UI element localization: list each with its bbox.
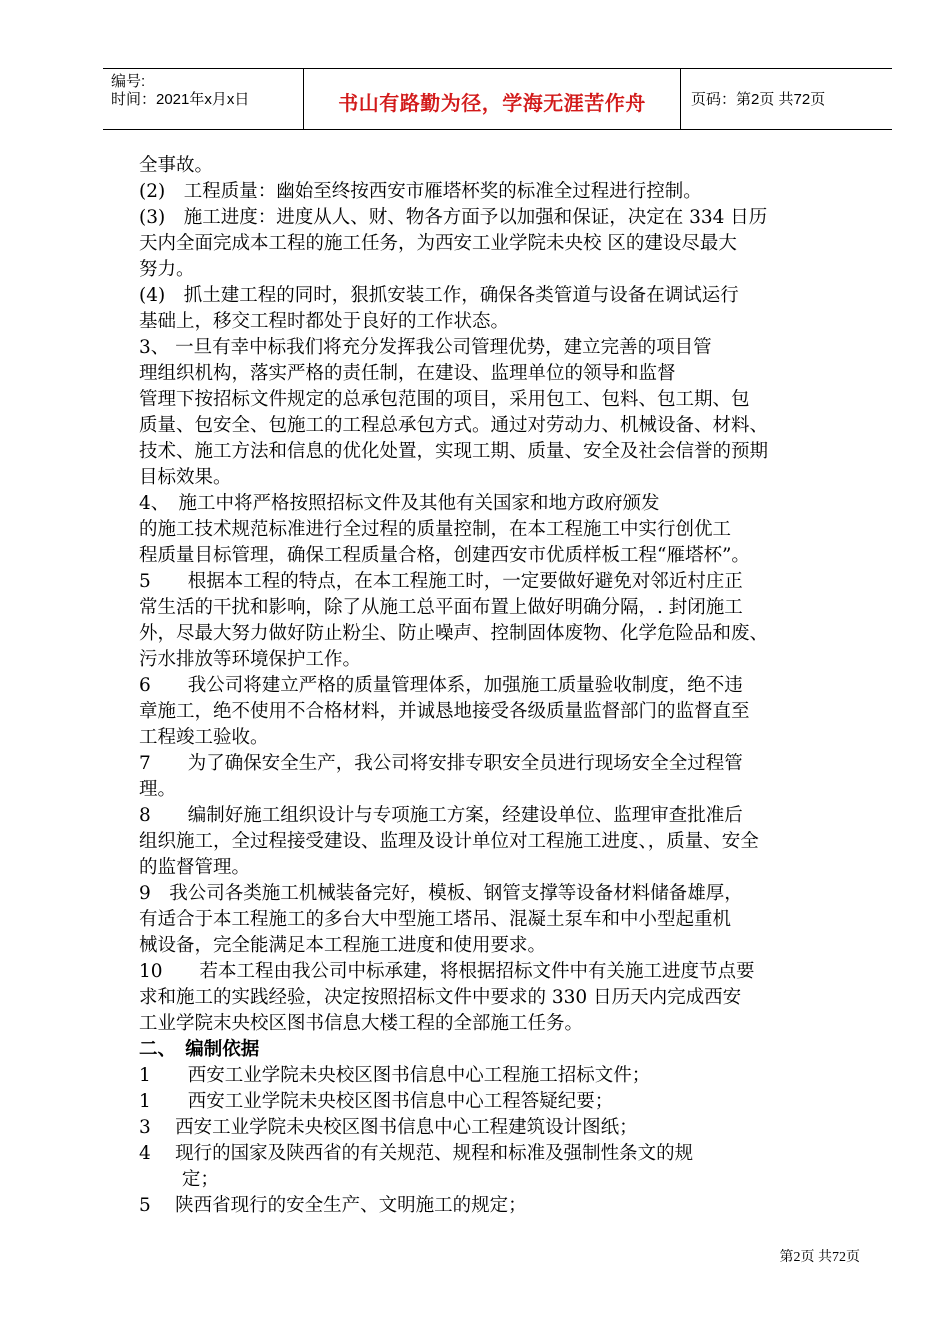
text-line: 努力。 [139, 259, 195, 280]
section-heading: 二、 编制依据 [139, 1039, 260, 1060]
text-line: 理。 [139, 779, 177, 800]
basis-item: 5 陕西省现行的安全生产、文明施工的规定； [139, 1195, 527, 1216]
text-line: 10 若本工程由我公司中标承建，将根据招标文件中有关施工进度节点要 [139, 961, 755, 982]
number-label: 编号: [111, 73, 146, 90]
text-line: 有适合于本工程施工的多台大中型施工塔吊、混凝土泵车和中小型起重机 [139, 909, 732, 930]
header-meta-cell [103, 69, 304, 129]
text-line: 污水排放等环境保护工作。 [139, 649, 362, 670]
date-label: 时间：2021年x月x日 [111, 91, 250, 108]
basis-item: 1 西安工业学院未央校区图书信息中心工程施工招标文件； [139, 1065, 651, 1086]
text-line: 天内全面完成本工程的施工任务，为西安工业学院未央校 区的建设尽最大 [139, 233, 737, 254]
text-line: 理组织机构，落实严格的责任制，在建设、监理单位的领导和监督 [139, 363, 676, 384]
text-line: 的施工技术规范标准进行全过程的质量控制，在本工程施工中实行创优工 [139, 519, 732, 540]
basis-item: 1 西安工业学院未央校区图书信息中心工程答疑纪要； [139, 1091, 614, 1112]
text-line: (2) 工程质量：幽始至终按西安市雁塔杯奖的标准全过程进行控制。 [139, 181, 702, 202]
text-line: (4) 抓土建工程的同时，狠抓安装工作，确保各类管道与设备在调试运行 [139, 285, 739, 306]
basis-item: 4 现行的国家及陕西省的有关规范、规程和标准及强制性条文的规 [139, 1143, 694, 1164]
text-line: 7 为了确保安全生产，我公司将安排专职安全员进行现场安全全过程管 [139, 753, 743, 774]
text-line: 技术、施工方法和信息的优化处置，实现工期、质量、安全及社会信誉的预期 [139, 441, 769, 462]
document-body [139, 153, 869, 1219]
page-header [103, 68, 892, 130]
basis-item: 3 西安工业学院未央校区图书信息中心工程建筑设计图纸； [139, 1117, 638, 1138]
header-motto-cell [304, 69, 681, 129]
basis-item: 定； [139, 1169, 219, 1190]
text-line: 管理下按招标文件规定的总承包范围的项目，采用包工、包料、包工期、包 [139, 389, 750, 410]
text-line: 3、 一旦有幸中标我们将充分发挥我公司管理优势，建立完善的项目管 [139, 337, 712, 358]
text-line: 章施工，绝不使用不合格材料，并诚恳地接受各级质量监督部门的监督直至 [139, 701, 750, 722]
page-label: 页码：第2页 共72页 [691, 91, 826, 108]
page-footer: 第2页 共72页 [779, 1250, 860, 1265]
text-line: 基础上，移交工程时都处于良好的工作状态。 [139, 311, 510, 332]
header-page-cell [681, 69, 892, 129]
text-line: (3) 施工进度：进度从人、财、物各方面予以加强和保证，决定在 334 日历 [139, 207, 768, 228]
text-line: 9 我公司各类施工机械装备完好，模板、钢管支撑等设备材料储备雄厚， [139, 883, 743, 904]
text-line: 的监督管理。 [139, 857, 251, 878]
text-line: 外，尽最大努力做好防止粉尘、防止噪声、控制固体废物、化学危险品和废、 [139, 623, 769, 644]
text-line: 4、 施工中将严格按照招标文件及其他有关国家和地方政府颁发 [139, 493, 660, 514]
text-line: 全事故。 [139, 155, 214, 176]
text-line: 8 编制好施工组织设计与专项施工方案，经建设单位、监理审查批准后 [139, 805, 743, 826]
text-line: 目标效果。 [139, 467, 232, 488]
motto: 书山有路勤为径，学海无涯苦作舟 [338, 91, 646, 115]
text-line: 6 我公司将建立严格的质量管理体系，加强施工质量验收制度，绝不违 [139, 675, 743, 696]
text-line: 5 根据本工程的特点，在本工程施工时，一定要做好避免对邻近村庄正 [139, 571, 743, 592]
text-line: 械设备，完全能满足本工程施工进度和使用要求。 [139, 935, 547, 956]
text-line: 工业学院末央校区图书信息大楼工程的全部施工任务。 [139, 1013, 584, 1034]
text-line: 常生活的干扰和影响，除了从施工总平面布置上做好明确分隔，. 封闭施工 [139, 597, 743, 618]
text-line: 组织施工，全过程接受建设、监理及设计单位对工程施工进度、，质量、安全 [139, 831, 759, 852]
text-line: 质量、包安全、包施工的工程总承包方式。通过对劳动力、机械设备、材料、 [139, 415, 769, 436]
text-line: 求和施工的实践经验，决定按照招标文件中要求的 330 日历天内完成西安 [139, 987, 742, 1008]
text-line: 工程竣工验收。 [139, 727, 269, 748]
text-line: 程质量目标管理，确保工程质量合格，创建西安市优质样板工程“雁塔杯”。 [139, 545, 750, 566]
